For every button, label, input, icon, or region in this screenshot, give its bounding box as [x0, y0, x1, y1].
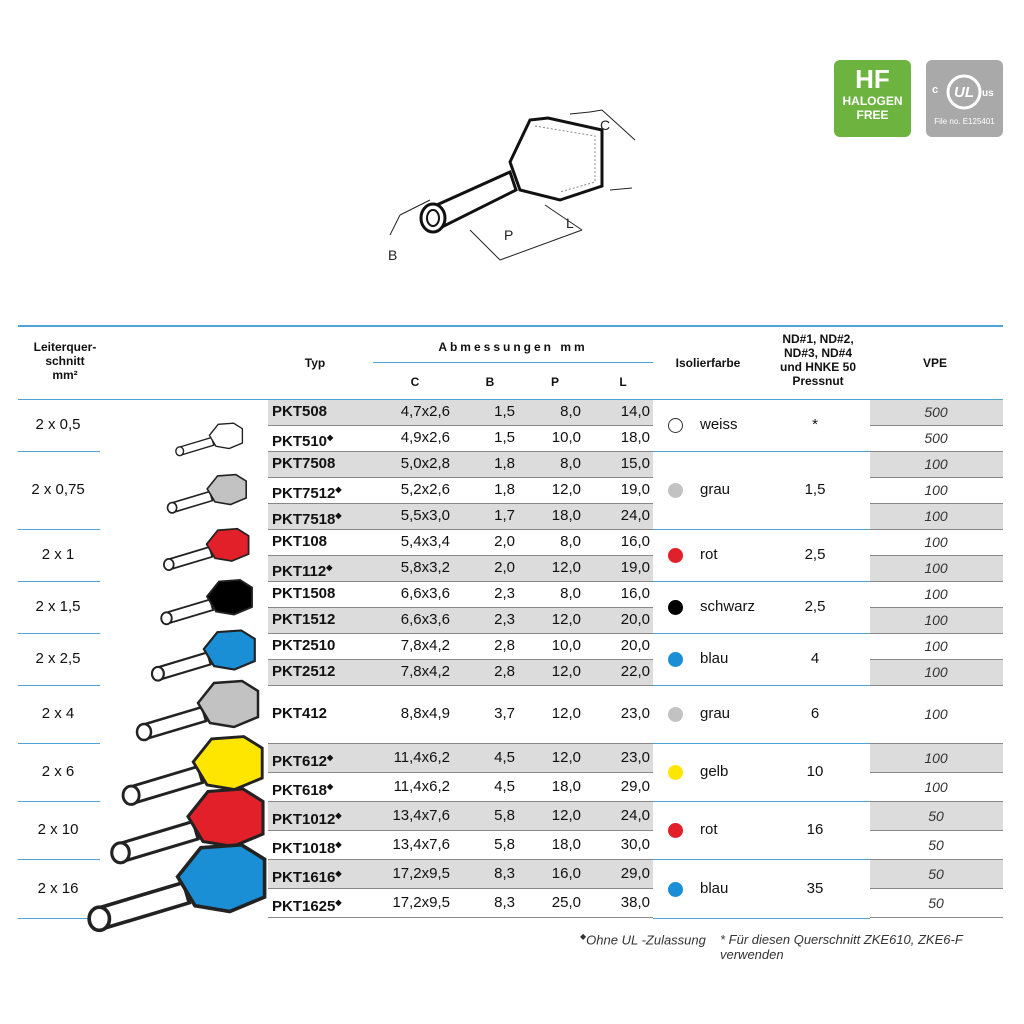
group-rule-left: [18, 581, 100, 582]
product-type-code: PKT108: [272, 533, 328, 550]
dimension-b: 2,8: [494, 663, 515, 680]
product-type-code: PKT1508: [272, 585, 336, 602]
cross-section-value: 2 x 16: [37, 879, 79, 897]
ferrule-icon: [163, 472, 254, 518]
header-typ: Typ: [304, 356, 326, 370]
dimension-p: 18,0: [551, 507, 581, 524]
ul-certification-badge: [926, 60, 1003, 137]
dimension-c: 5,5x3,0: [400, 507, 450, 524]
product-type-code: PKT1012: [272, 810, 336, 828]
ul-label: UL: [954, 84, 974, 101]
vpe-value: 500: [924, 430, 948, 446]
dimension-b: 5,8: [494, 835, 515, 853]
no-ul-mark: ◆: [335, 868, 342, 878]
no-ul-mark: ◆: [326, 563, 333, 572]
dimension-b: 5,8: [494, 806, 515, 824]
dimension-b: 1,8: [494, 455, 515, 472]
dimension-l: 29,0: [620, 777, 650, 795]
dimension-b: 2,0: [494, 559, 515, 576]
insulation-color-dot: [668, 600, 683, 615]
product-type: [272, 701, 327, 727]
dimension-c: 6,6x3,6: [400, 611, 450, 628]
vpe-value: 50: [928, 865, 944, 882]
insulation-color-dot: [668, 483, 683, 498]
vpe-value: 50: [928, 807, 944, 824]
insulation-color-dot: [668, 652, 683, 667]
no-ul-mark: ◆: [335, 810, 342, 820]
header-abmessungen: Abmessungen mm: [438, 340, 588, 354]
dimension-c: 4,7x2,6: [400, 403, 450, 420]
dimension-b: 2,3: [494, 585, 515, 602]
nd-pressnut-value: *: [812, 416, 818, 433]
dimension-c: 8,8x4,9: [400, 705, 450, 722]
product-type-code: PKT412: [272, 705, 328, 722]
group-rule-left: [18, 529, 100, 530]
group-rule-left: [18, 685, 100, 686]
nd-pressnut-value: 16: [806, 821, 824, 838]
ul-us-label: us: [982, 88, 994, 99]
cross-section-value: 2 x 10: [37, 821, 79, 838]
product-type: [272, 659, 335, 685]
footnote-diamond: ◆: [580, 932, 587, 941]
dimension-l: 24,0: [620, 507, 650, 524]
dimension-p: 10,0: [551, 637, 581, 654]
dimension-p: 8,0: [560, 455, 581, 472]
insulation-color-name: gelb: [700, 763, 729, 780]
dimension-l: 16,0: [620, 585, 650, 602]
dimension-b: 1,7: [494, 507, 515, 524]
product-type: [272, 451, 335, 477]
insulation-color-dot: [668, 882, 683, 897]
dimension-p: 25,0: [551, 893, 581, 911]
vpe-value: 100: [924, 482, 948, 498]
nd-pressnut-value: 10: [806, 763, 824, 780]
insulation-color-name: blau: [700, 650, 729, 667]
vpe-value: 100: [924, 560, 948, 576]
header-nd-pressnut: [768, 332, 868, 388]
dimension-c: 11,4x6,2: [393, 748, 450, 766]
table-top-rule: [18, 325, 1003, 327]
vpe-value: 100: [924, 612, 948, 628]
dimension-l: 29,0: [620, 864, 650, 882]
dimension-c: 4,9x2,6: [400, 429, 450, 446]
dimension-label-c: C: [600, 117, 611, 133]
insulation-color-dot: [668, 418, 683, 433]
nd-pressnut-value: 2,5: [804, 598, 826, 615]
product-type-code: PKT618: [272, 781, 328, 799]
product-type-code: PKT510: [272, 433, 328, 450]
dimension-c: 5,2x2,6: [400, 481, 450, 498]
header-querschnitt-line3: mm²: [52, 368, 78, 382]
dimension-l: 15,0: [620, 455, 650, 472]
header-querschnitt-line2: schnitt: [45, 354, 85, 368]
free-label: FREE: [856, 108, 889, 122]
dimension-p: 18,0: [551, 835, 581, 853]
dimension-p: 12,0: [551, 748, 581, 766]
insulation-color-name: grau: [700, 481, 731, 498]
dimension-p: 12,0: [551, 559, 581, 576]
footnote-ul-text: Ohne UL -Zulassung: [586, 932, 706, 948]
dimension-label-p: P: [504, 227, 514, 243]
product-type-code: PKT7518: [272, 511, 336, 528]
dimension-l: 20,0: [620, 637, 650, 654]
ferrule-icon: [159, 526, 257, 575]
dimension-b: 1,5: [494, 403, 515, 420]
header-nd-line3: und HNKE 50: [779, 360, 856, 374]
no-ul-mark: ◆: [327, 433, 334, 442]
dimension-l: 22,0: [620, 663, 650, 680]
nd-pressnut-value: 35: [806, 879, 824, 897]
header-b: B: [485, 375, 495, 389]
header-isolierfarbe: Isolierfarbe: [675, 356, 741, 370]
nd-pressnut-value: 6: [810, 705, 820, 722]
group-rule-right: [653, 451, 870, 452]
abmessungen-underline: [373, 362, 653, 363]
dimension-c: 11,4x6,2: [393, 777, 450, 795]
vpe-value: 100: [924, 638, 948, 654]
header-p: P: [550, 375, 559, 389]
insulation-color-name: rot: [700, 821, 718, 838]
dimension-c: 7,8x4,2: [400, 637, 450, 654]
insulation-color-name: rot: [700, 546, 718, 563]
no-ul-mark: ◆: [327, 752, 334, 762]
insulation-color-name: blau: [700, 879, 729, 897]
product-type: [272, 425, 333, 451]
dimension-c: 13,4x7,6: [392, 835, 450, 853]
product-type-code: PKT1625: [272, 897, 336, 915]
insulation-color-name: grau: [700, 705, 731, 722]
dimension-p: 12,0: [551, 663, 581, 680]
dimension-p: 18,0: [551, 777, 581, 795]
dimension-p: 12,0: [551, 806, 581, 824]
no-ul-mark: ◆: [335, 511, 342, 520]
product-type: [272, 399, 327, 425]
dimension-c: 17,2x9,5: [392, 893, 450, 911]
vpe-value: 500: [924, 404, 948, 420]
dimension-b: 4,5: [494, 748, 515, 766]
ul-c-label: c: [932, 84, 939, 96]
nd-pressnut-value: 2,5: [804, 546, 826, 563]
dimension-l: 14,0: [620, 403, 650, 420]
product-type-code: PKT612: [272, 752, 328, 770]
group-rule-left: [18, 451, 100, 452]
dimension-c: 6,6x3,6: [400, 585, 450, 602]
product-type: [272, 803, 342, 829]
row-separator: [268, 917, 653, 918]
dimension-l: 38,0: [620, 893, 650, 911]
vpe-separator: [870, 685, 1003, 686]
no-ul-mark: ◆: [327, 781, 334, 791]
ferrule-icon: [79, 839, 282, 941]
ferrule-icon: [172, 421, 249, 460]
dimension-l: 30,0: [620, 835, 650, 853]
cross-section-value: 2 x 1,5: [35, 598, 81, 615]
header-nd-line2: ND#3, ND#4: [783, 346, 853, 360]
product-type-code: PKT1512: [272, 611, 336, 628]
product-type-code: PKT2512: [272, 663, 336, 680]
product-type: [272, 581, 335, 607]
header-c: C: [410, 375, 420, 389]
dimension-c: 5,0x2,8: [400, 455, 450, 472]
dimension-l: 24,0: [620, 806, 650, 824]
group-rule-right: [653, 685, 870, 686]
hf-label: HF: [855, 64, 890, 94]
insulation-color-dot: [668, 707, 683, 722]
product-type: [272, 529, 327, 555]
dimension-c: 17,2x9,5: [392, 864, 450, 882]
vpe-separator: [870, 917, 1003, 918]
dimension-l: 20,0: [620, 611, 650, 628]
dimension-p: 12,0: [551, 481, 581, 498]
dimension-c: 5,4x3,4: [400, 533, 450, 550]
dimension-label-b: B: [388, 247, 398, 263]
insulation-color-dot: [668, 548, 683, 563]
vpe-value: 50: [928, 836, 944, 853]
group-rule-right: [653, 743, 870, 744]
vpe-value: 100: [924, 508, 948, 524]
product-type: [272, 503, 342, 529]
dimension-l: 23,0: [620, 705, 650, 722]
product-type-code: PKT1018: [272, 839, 336, 857]
vpe-value: 100: [924, 749, 948, 766]
group-rule-left: [18, 743, 100, 744]
dimension-l: 23,0: [620, 748, 650, 766]
dimension-c: 13,4x7,6: [392, 806, 450, 824]
header-nd-line4: Pressnut: [792, 374, 844, 388]
dimension-b: 8,3: [494, 864, 515, 882]
dimension-c: 5,8x3,2: [400, 559, 450, 576]
product-type: [272, 555, 332, 581]
dimension-c: 7,8x4,2: [400, 663, 450, 680]
product-type-code: PKT2510: [272, 637, 336, 654]
product-type: [272, 633, 335, 659]
product-type: [272, 745, 333, 771]
cross-section-value: 2 x 4: [41, 705, 75, 722]
dimension-b: 1,8: [494, 481, 515, 498]
dimension-l: 19,0: [620, 481, 650, 498]
dimension-b: 2,8: [494, 637, 515, 654]
vpe-value: 100: [924, 586, 948, 602]
ferrule-dimension-diagram: [370, 100, 670, 280]
vpe-value: 50: [928, 894, 944, 911]
header-querschnitt: [25, 340, 105, 382]
group-rule-left: [18, 801, 100, 802]
product-type: [272, 774, 333, 800]
product-type-code: PKT112: [272, 563, 327, 580]
product-type: [272, 607, 335, 633]
insulation-color-name: weiss: [700, 416, 738, 433]
product-type: [272, 477, 342, 503]
dimension-label-l: L: [566, 215, 574, 231]
group-rule-right: [653, 859, 870, 860]
ul-file-label: File no. E125401: [934, 117, 995, 126]
ferrule-icon: [156, 577, 261, 630]
dimension-l: 16,0: [620, 533, 650, 550]
cross-section-value: 2 x 6: [41, 763, 75, 780]
cross-section-value: 2 x 0,75: [31, 481, 85, 498]
footnote-ul: [580, 932, 706, 947]
cross-section-value: 2 x 0,5: [35, 416, 81, 433]
product-type: [272, 861, 342, 887]
vpe-value: 100: [924, 778, 948, 795]
dimension-l: 19,0: [620, 559, 650, 576]
dimension-p: 10,0: [551, 429, 581, 446]
product-type: [272, 890, 342, 916]
insulation-color-name: schwarz: [700, 598, 756, 615]
dimension-b: 2,0: [494, 533, 515, 550]
nd-pressnut-value: 1,5: [804, 481, 826, 498]
dimension-b: 8,3: [494, 893, 515, 911]
group-rule-right: [653, 801, 870, 802]
insulation-color-dot: [668, 823, 683, 838]
dimension-b: 3,7: [494, 705, 515, 722]
dimension-p: 8,0: [560, 403, 581, 420]
product-type-code: PKT7508: [272, 455, 336, 472]
group-rule-right: [653, 529, 870, 530]
product-type-code: PKT1616: [272, 868, 336, 886]
dimension-p: 12,0: [551, 705, 581, 722]
vpe-value: 100: [924, 706, 948, 722]
product-type-code: PKT7512: [272, 485, 336, 502]
dimension-b: 1,5: [494, 429, 515, 446]
group-rule-left: [18, 633, 100, 634]
halogen-label: HALOGEN: [842, 94, 903, 108]
no-ul-mark: ◆: [335, 485, 342, 494]
group-rule-right: [653, 633, 870, 634]
no-ul-mark: ◆: [335, 897, 342, 907]
dimension-p: 8,0: [560, 533, 581, 550]
cross-section-value: 2 x 2,5: [35, 650, 81, 667]
cross-section-value: 2 x 1: [41, 546, 75, 563]
vpe-value: 100: [924, 664, 948, 680]
product-type: [272, 832, 342, 858]
no-ul-mark: ◆: [335, 839, 342, 849]
vpe-value: 100: [924, 456, 948, 472]
dimension-p: 8,0: [560, 585, 581, 602]
halogen-free-badge: [834, 60, 911, 137]
dimension-b: 2,3: [494, 611, 515, 628]
header-querschnitt-line1: Leiterquer-: [33, 340, 97, 354]
footnote-querschnitt: * Für diesen Querschnitt ZKE610, ZKE6-F verwenden: [720, 932, 963, 962]
header-l: L: [619, 375, 627, 389]
nd-pressnut-value: 4: [810, 650, 820, 667]
insulation-color-dot: [668, 765, 683, 780]
product-type-code: PKT508: [272, 403, 328, 420]
dimension-p: 16,0: [551, 864, 581, 882]
group-rule-right: [653, 918, 870, 919]
group-rule-right: [653, 581, 870, 582]
dimension-p: 12,0: [551, 611, 581, 628]
vpe-value: 100: [924, 534, 948, 550]
dimension-l: 18,0: [620, 429, 650, 446]
dimension-b: 4,5: [494, 777, 515, 795]
row-separator: [268, 685, 653, 686]
header-nd-line1: ND#1, ND#2,: [782, 332, 854, 346]
header-vpe: VPE: [922, 356, 947, 370]
